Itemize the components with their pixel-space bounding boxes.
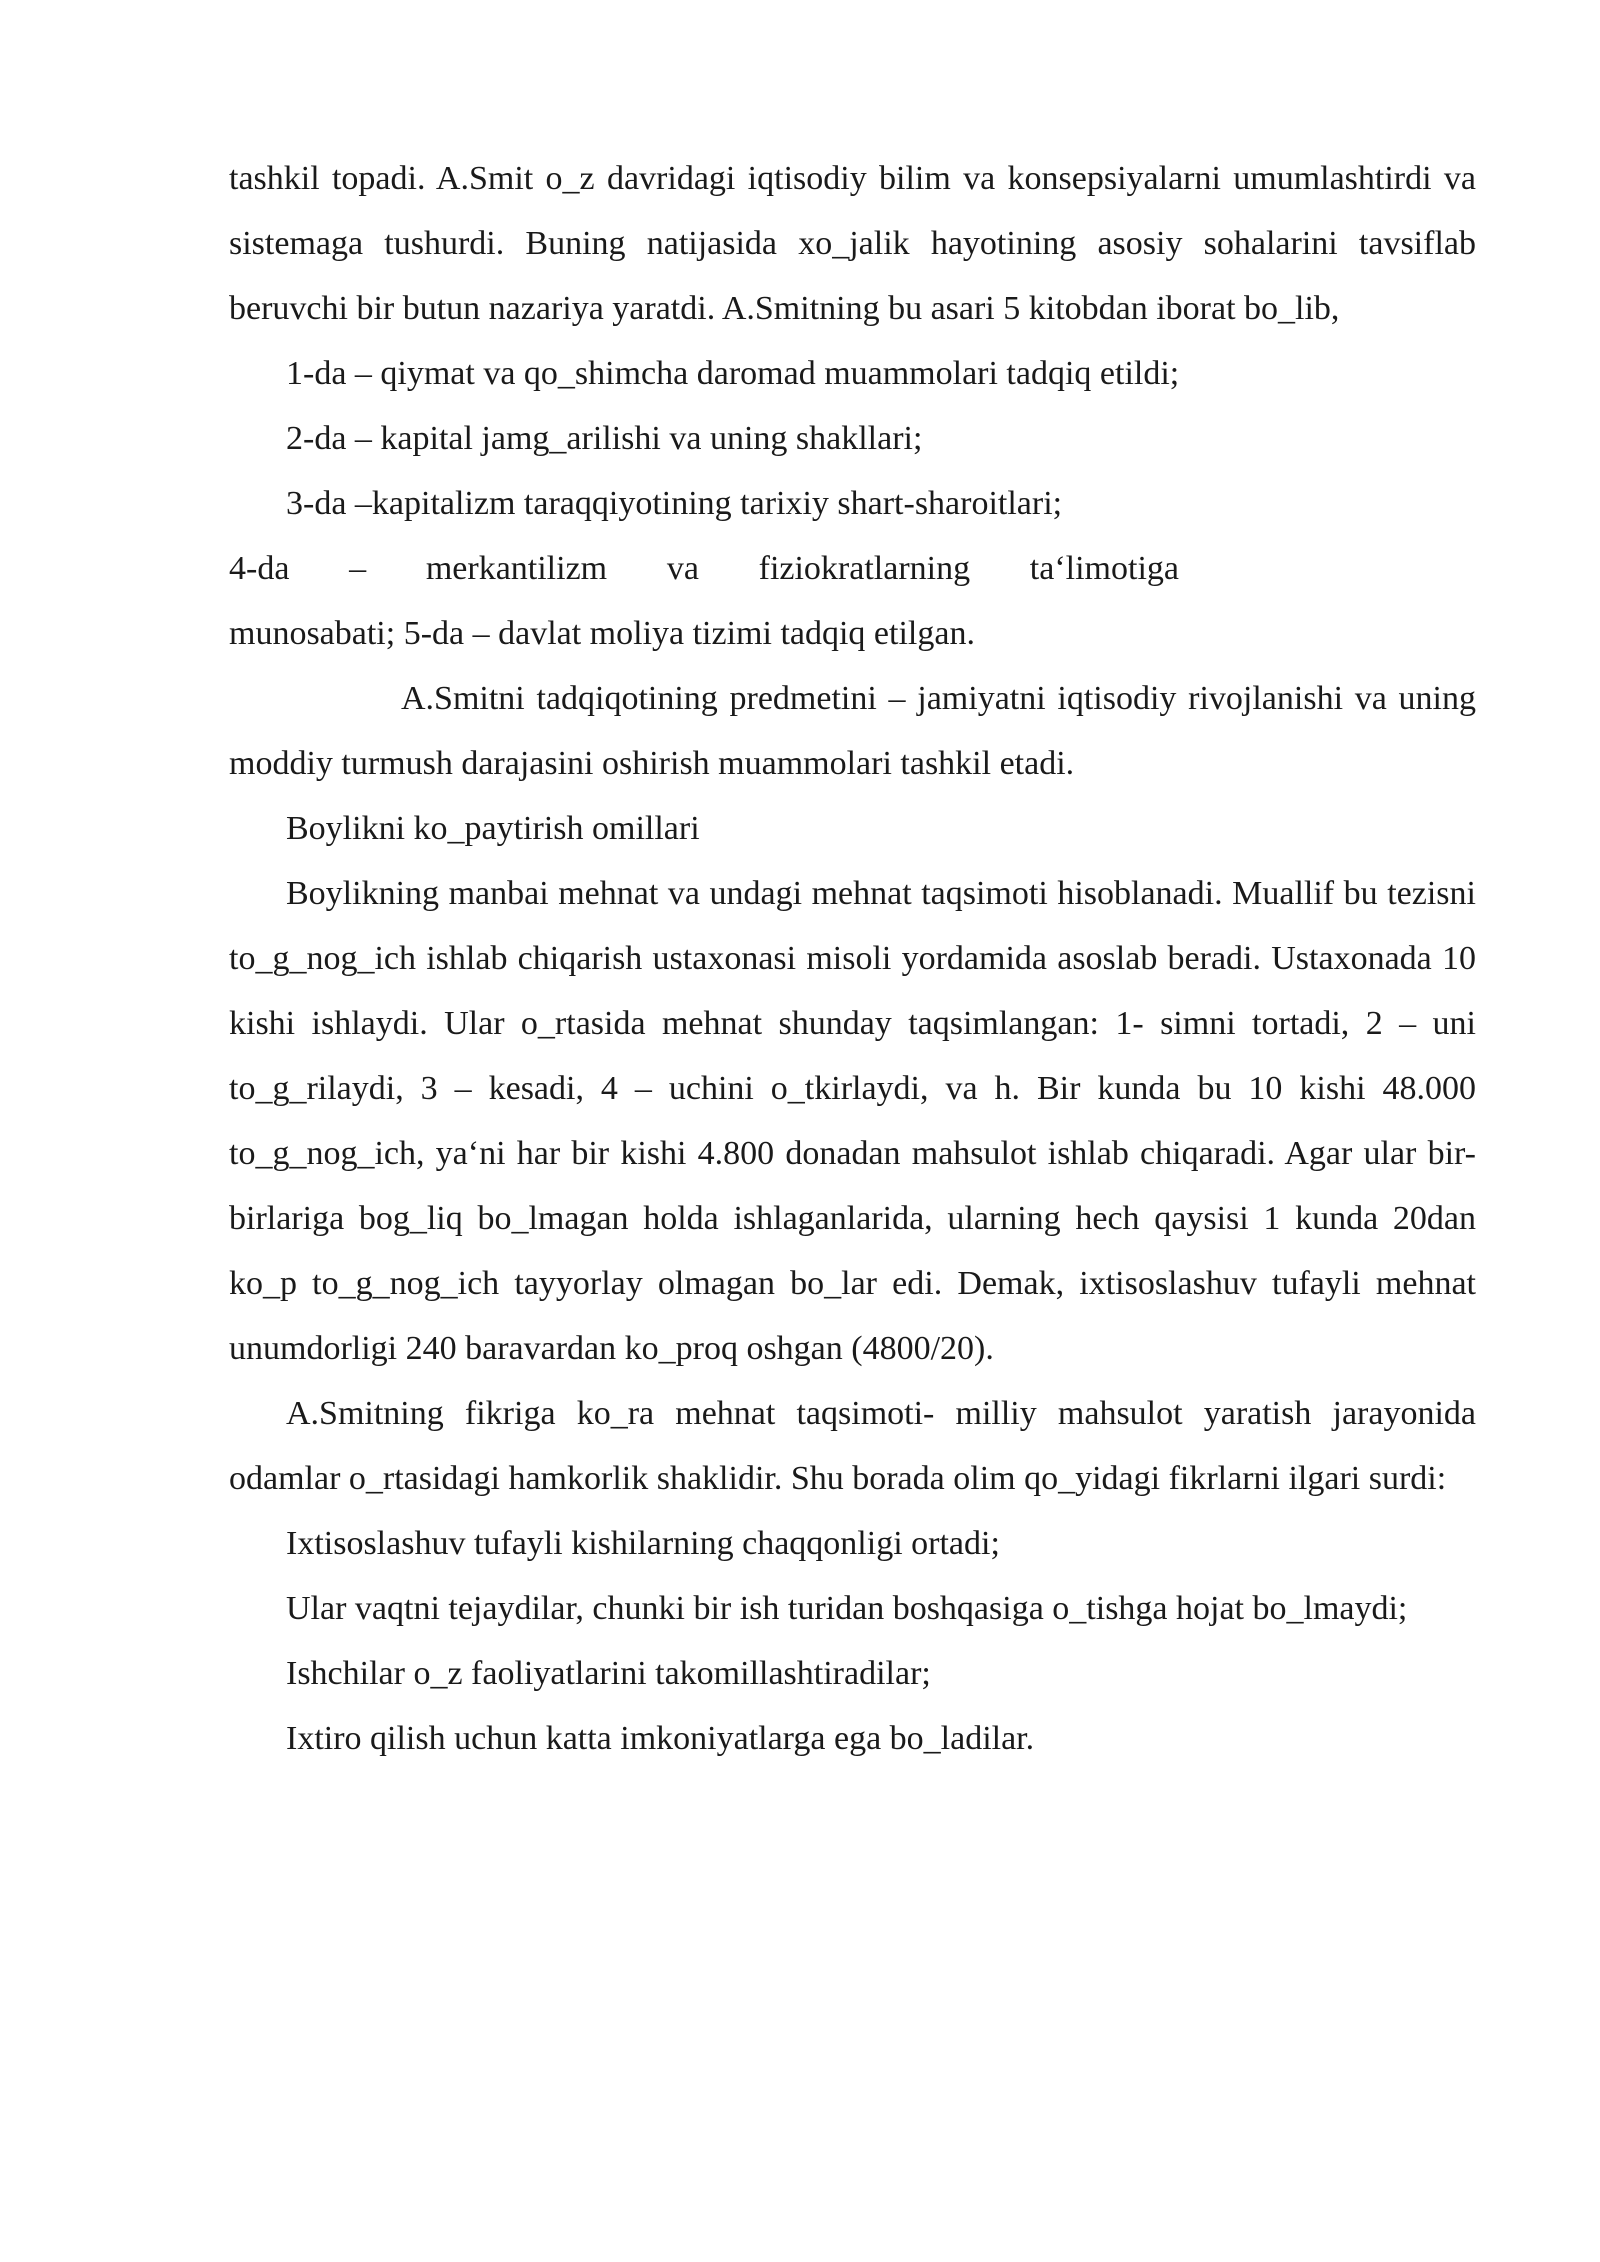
list-item-dexterity: Ixtisoslashuv tufayli kishilarning chaqqonligi ortadi;: [286, 1525, 1000, 1562]
paragraph-subject: A.Smitni tadqiqotining predmetini – jamiyatni iqtisodiy rivojlanishi va uning moddiy turmush darajasini oshirish muammolari tashkil etadi.: [229, 680, 1476, 782]
list-item-book-4: 4-da – merkantilizm va fiziokratlarning ta‘limotiga: [229, 550, 1179, 587]
list-item-book-2: 2-da – kapital jamg_arilishi va uning shakllari;: [286, 420, 923, 457]
list-item-book-4-5-continued: munosabati; 5-da – davlat moliya tizimi tadqiq etilgan.: [229, 615, 975, 652]
paragraph-pin-factory: Boylikning manbai mehnat va undagi mehnat taqsimoti hisoblanadi. Muallif bu tezisni to_g_nog_ich ishlab chiqarish ustaxonasi misoli yordamida asoslab beradi. Ustaxonada 10 kishi ishlaydi. Ular o_rtasida mehnat shunday taqsimlangan: 1- simni tortadi, 2 – uni to_g_rilaydi, 3 – kesadi, 4 – uchini o_tkirlaydi, va h. Bir kunda bu 10 kishi 48.000 to_g_nog_ich, ya‘ni har bir kishi 4.800 donadan mahsulot ishlab chiqaradi. Agar ular bir-birlariga bog_liq bo_lmagan holda ishlaganlarida, ularning hech qaysisi 1 kunda 20dan ko_p to_g_nog_ich tayyorlay olmagan bo_lar edi. Demak, ixtisoslashuv tufayli mehnat unumdorligi 240 baravardan ko_proq oshgan (4800/20).: [229, 875, 1476, 1367]
list-item-invention: Ixtiro qilish uchun katta imkoniyatlarga ega bo_ladilar.: [286, 1720, 1035, 1757]
list-item-book-1: 1-da – qiymat va qo_shimcha daromad muammolari tadqiq etildi;: [286, 355, 1180, 392]
list-item-improvement: Ishchilar o_z faoliyatlarini takomillashtiradilar;: [286, 1655, 931, 1692]
document-body: [229, 146, 1476, 1771]
paragraph-intro: tashkil topadi. A.Smit o_z davridagi iqtisodiy bilim va konsepsiyalarni umumlashtirdi va sistemaga tushurdi. Buning natijasida xo_jalik hayotining asosiy sohalarini tavsiflab beruvchi bir butun nazariya yaratdi. A.Smitning bu asari 5 kitobdan iborat bo_lib,: [229, 160, 1476, 327]
paragraph-division-of-labor: A.Smitning fikriga ko_ra mehnat taqsimoti- milliy mahsulot yaratish jarayonida odamlar o_rtasidagi hamkorlik shaklidir. Shu borada olim qo_yidagi fikrlarni ilgari surdi:: [229, 1395, 1476, 1497]
section-heading: Boylikni ko_paytirish omillari: [286, 810, 700, 847]
list-item-book-3: 3-da –kapitalizm taraqqiyotining tarixiy shart-sharoitlari;: [286, 485, 1063, 522]
list-item-time-saving: Ular vaqtni tejaydilar, chunki bir ish turidan boshqasiga o_tishga hojat bo_lmaydi;: [286, 1590, 1408, 1627]
